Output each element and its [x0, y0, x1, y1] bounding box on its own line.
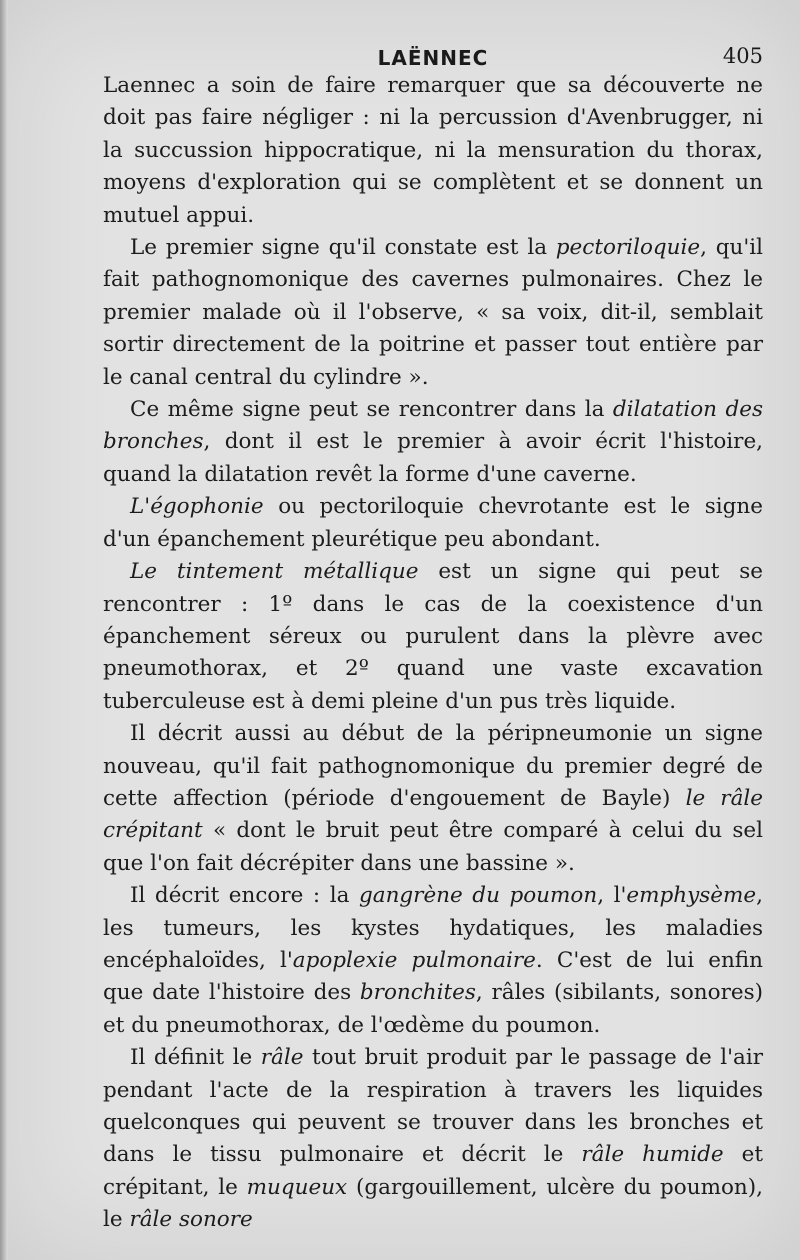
italic-term: le râle crépitant — [103, 785, 763, 844]
italic-term: Le tintement métallique — [130, 559, 419, 585]
paragraph — [103, 880, 763, 1042]
text-run: , les tumeurs, les kystes hydatiques, les maladies encéphaloïdes, l' — [103, 883, 763, 973]
text-run: . C'est de lui enfin que date l'histoire des — [103, 947, 763, 1006]
paragraph — [103, 718, 763, 880]
text-run: et crépitant, le — [103, 1142, 763, 1200]
body-text — [103, 70, 763, 1237]
text-run: Laennec a soin de faire remarquer que sa découverte ne doit pas faire négliger : ni la percussion d'Avenbrugger, ni la succussion hippocratique, ni la mensuration du thorax, moyens d'exploration qui se complètent et se donnent un mutuel appui. — [103, 73, 763, 228]
text-run: Il décrit encore : la — [130, 883, 359, 909]
text-run: , l' — [597, 883, 627, 909]
italic-term: bronchites — [359, 980, 476, 1006]
italic-term: emphysème — [626, 883, 757, 909]
running-title: LAËNNEC — [377, 46, 489, 70]
italic-term: dilatation des bronches — [103, 397, 763, 455]
text-run: Le premier signe qu'il constate est la — [130, 235, 556, 261]
text-run: « dont le bruit peut être comparé à celui du sel que l'on fait décrépiter dans une bassine ». — [103, 818, 763, 876]
text-run: (gargouillement, ulcère du poumon), le — [103, 1174, 763, 1233]
text-run: , râles (sibilants, sonores) et du pneumothorax, de l'œdème du poumon. — [103, 980, 763, 1038]
italic-term: râle — [260, 1045, 304, 1071]
paragraph — [103, 394, 763, 491]
page-number: 405 — [722, 44, 763, 68]
italic-term: apoplexie pulmonaire — [292, 947, 536, 973]
italic-term: pectoriloquie — [555, 235, 701, 261]
paragraph — [103, 232, 763, 394]
italic-term: gangrène du poumon — [358, 883, 598, 909]
paragraph — [103, 491, 763, 556]
italic-term: L'égophonie — [130, 494, 264, 520]
text-run: , dont il est le premier à avoir écrit l'histoire, quand la dilatation revêt la forme d'une caverne. — [103, 429, 763, 487]
text-run: Il décrit aussi au début de la péripneumonie un signe nouveau, qu'il fait pathognomonique du premier degré de cette affection (période d'engouement de Bayle) — [103, 721, 763, 811]
paragraph — [103, 70, 763, 232]
italic-term: muqueux — [246, 1174, 348, 1200]
text-run: est un signe qui peut se rencontrer : 1º dans le cas de la coexistence d'un épanchement séreux ou purulent dans la plèvre avec pneumothorax, et 2º quand une vaste excavation tuberculeuse est à demi pleine d'un pus très liquide. — [103, 559, 764, 714]
text-run: Il définit le — [130, 1045, 261, 1071]
paragraph — [103, 556, 763, 718]
text-run: Ce même signe peut se rencontrer dans la — [130, 397, 613, 423]
italic-term: râle sonore — [129, 1207, 253, 1233]
page-edge-shadow — [0, 0, 8, 1260]
text-run: ou pectoriloquie chevrotante est le signe d'un épanchement pleurétique peu abondant. — [103, 494, 763, 552]
paragraph — [103, 1042, 763, 1236]
text-run: tout bruit produit par le passage de l'air pendant l'acte de la respiration à travers les liquides quelconques qui peuvent se trouver dans les bronches et dans le tissu pulmonaire et décrit le — [103, 1045, 763, 1168]
italic-term: râle humide — [581, 1142, 724, 1168]
text-run: , qu'il fait pathognomonique des cavernes pulmonaires. Chez le premier malade où il l'observe, « sa voix, dit-il, semblait sortir directement de la poitrine et passer tout entière par le canal central du cylindre ». — [103, 235, 763, 390]
